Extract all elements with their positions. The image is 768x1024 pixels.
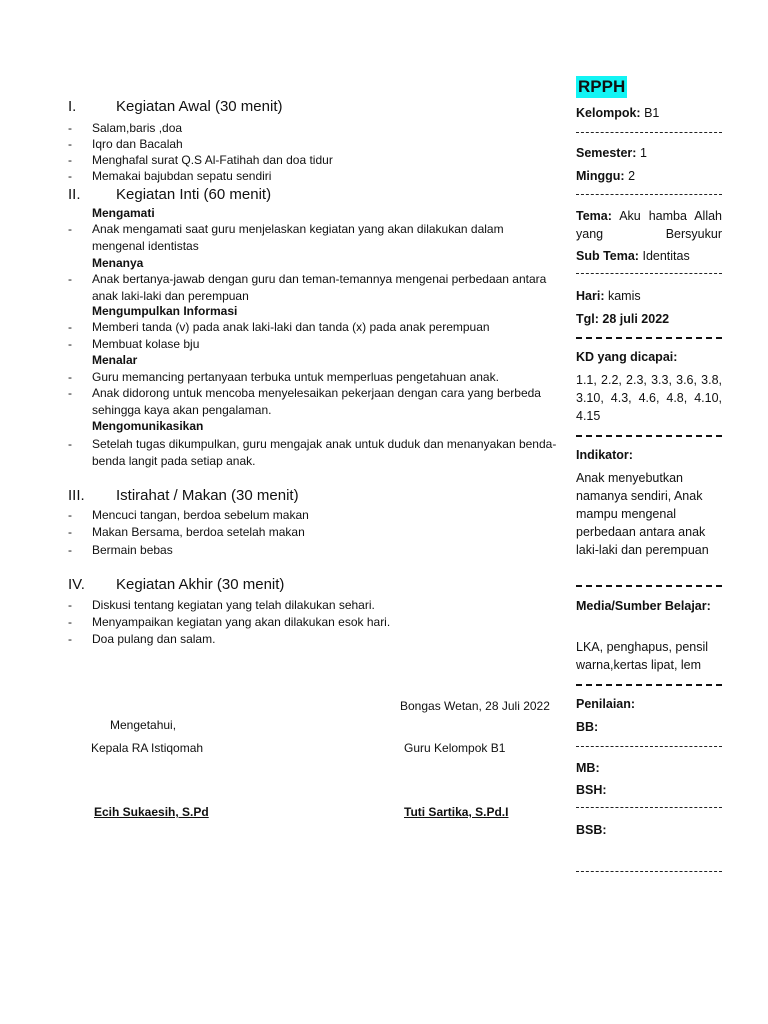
- list-item: [68, 221, 558, 254]
- teacher-role: Guru Kelompok B1: [404, 741, 506, 755]
- subheading-mengamati: Mengamati: [92, 206, 155, 220]
- hari-row: [576, 287, 722, 305]
- list-item-text: Memakai bajubdan sepatu sendiri: [92, 169, 272, 183]
- kelompok-label: Kelompok:: [576, 106, 641, 120]
- divider: [576, 194, 722, 195]
- subheading-mengomunikasikan: Mengomunikasikan: [92, 419, 204, 433]
- list-item-text: Salam,baris ,doa: [92, 121, 183, 135]
- section-heading-inti: [68, 186, 271, 203]
- bsh-label: [576, 781, 722, 799]
- semester-label: Semester:: [576, 146, 637, 160]
- mb-label: [576, 759, 722, 777]
- penilaian-label: [576, 695, 722, 713]
- tgl-label: Tgl:: [576, 312, 599, 326]
- list-item: [68, 271, 558, 304]
- mb-label-text: MB:: [576, 761, 600, 775]
- list-dash: -: [68, 437, 72, 451]
- kd-label-text: KD yang dicapai:: [576, 350, 678, 364]
- media-value: LKA, penghapus, pensil warna,kertas lipat, lem: [576, 640, 709, 672]
- list-item-text: Bermain bebas: [92, 543, 173, 557]
- list-dash: -: [68, 137, 72, 151]
- indikator-label-text: Indikator:: [576, 448, 633, 462]
- kelompok-row: [576, 104, 722, 122]
- list-item: [68, 614, 558, 631]
- subheading-mengumpulkan-informasi: Mengumpulkan Informasi: [92, 304, 238, 318]
- bsh-label-text: BSH:: [576, 783, 607, 797]
- semester-row: [576, 144, 722, 162]
- list-item-text: Doa pulang dan salam.: [92, 632, 216, 646]
- list-item-text: Anak bertanya-jawab dengan guru dan teman-temannya mengenai perbedaan antara anak laki-laki dan perempuan: [92, 272, 547, 303]
- list-item: [68, 336, 558, 353]
- headmaster-role: Kepala RA Istiqomah: [91, 741, 204, 755]
- list-dash: -: [68, 508, 72, 522]
- minggu-label: Minggu:: [576, 169, 625, 183]
- divider: [576, 684, 722, 686]
- list-item-text: Membuat kolase bju: [92, 337, 200, 351]
- bb-label: [576, 718, 722, 736]
- place-date: Bongas Wetan, 28 Juli 2022: [400, 699, 550, 713]
- section-number: II.: [68, 186, 81, 203]
- list-dash: -: [68, 169, 72, 183]
- list-item-text: Anak didorong untuk mencoba menyelesaikan pekerjaan dengan cara yang berbeda sehingga kaya akan pengalaman.: [92, 386, 541, 417]
- list-item-text: Diskusi tentang kegiatan yang telah dilakukan sehari.: [92, 598, 375, 612]
- tema-value: Aku hamba Allah yang Bersyukur: [576, 209, 722, 241]
- tema-label: Tema:: [576, 209, 612, 223]
- list-item: [68, 597, 558, 614]
- subtema-value: Identitas: [642, 249, 690, 263]
- divider: [576, 132, 722, 133]
- list-item: [68, 385, 558, 418]
- list-dash: -: [68, 337, 72, 351]
- list-item: [68, 524, 558, 541]
- section-title: Kegiatan Awal (30 menit): [116, 98, 283, 115]
- list-item: [68, 436, 558, 469]
- indikator-label: [576, 446, 722, 464]
- tema-row: [576, 207, 722, 243]
- mengetahui-label: Mengetahui,: [110, 718, 177, 732]
- kd-label: [576, 348, 722, 366]
- headmaster-name: Ecih Sukaesih, S.Pd: [94, 805, 209, 819]
- list-dash: -: [68, 153, 72, 167]
- section-number: I.: [68, 98, 77, 115]
- list-dash: -: [68, 525, 72, 539]
- list-item: [68, 152, 558, 169]
- list-item-text: Memberi tanda (v) pada anak laki-laki dan tanda (x) pada anak perempuan: [92, 320, 490, 334]
- list-item: [68, 319, 558, 336]
- list-item: [68, 369, 558, 386]
- divider: [576, 871, 722, 872]
- list-item: [68, 120, 558, 137]
- divider: [576, 746, 722, 747]
- list-dash: -: [68, 320, 72, 334]
- divider: [576, 337, 722, 339]
- divider: [576, 807, 722, 808]
- section-title: Kegiatan Akhir (30 menit): [116, 576, 285, 593]
- indikator-value: Anak menyebutkan namanya sendiri, Anak mampu mengenal perbedaan antara anak laki-laki dan perempuan: [576, 471, 709, 557]
- list-item-text: Makan Bersama, berdoa setelah makan: [92, 525, 305, 539]
- list-item: [68, 542, 558, 559]
- minggu-row: [576, 167, 722, 185]
- list-dash: -: [68, 543, 72, 557]
- list-item: [68, 631, 558, 648]
- divider: [576, 585, 722, 587]
- list-dash: -: [68, 386, 72, 400]
- subheading-menalar: Menalar: [92, 353, 138, 367]
- subtema-label: Sub Tema:: [576, 249, 639, 263]
- list-item-text: Mencuci tangan, berdoa sebelum makan: [92, 508, 309, 522]
- hari-value: kamis: [607, 289, 641, 303]
- list-dash: -: [68, 632, 72, 646]
- rpph-title: RPPH: [578, 77, 626, 96]
- list-item-text: Menyampaikan kegiatan yang akan dilakukan esok hari.: [92, 615, 391, 629]
- hari-label: Hari:: [576, 289, 605, 303]
- kelompok-value: B1: [644, 106, 660, 120]
- section-title: Kegiatan Inti (60 menit): [116, 186, 272, 203]
- list-dash: -: [68, 222, 72, 236]
- list-item-text: Iqro dan Bacalah: [92, 137, 183, 151]
- list-dash: -: [68, 598, 72, 612]
- media-label: [576, 597, 722, 615]
- tgl-value: 28 juli 2022: [602, 312, 670, 326]
- list-item-text: Anak mengamati saat guru menjelaskan kegiatan yang akan dilakukan dalam mengenal identistas: [92, 222, 504, 253]
- divider: [576, 273, 722, 274]
- list-dash: -: [68, 615, 72, 629]
- section-number: III.: [68, 487, 85, 504]
- bsb-label-text: BSB:: [576, 823, 607, 837]
- section-number: IV.: [68, 576, 85, 593]
- subtema-row: [576, 247, 722, 265]
- list-item-text: Guru memancing pertanyaan terbuka untuk memperluas pengetahuan anak.: [92, 370, 499, 384]
- bb-label-text: BB:: [576, 720, 599, 734]
- media-label-text: Media/Sumber Belajar:: [576, 599, 711, 613]
- minggu-value: 2: [628, 169, 636, 183]
- list-dash: -: [68, 272, 72, 286]
- section-heading-istirahat: [68, 487, 299, 504]
- list-item: [68, 136, 558, 153]
- list-item: [68, 168, 558, 185]
- subheading-menanya: Menanya: [92, 256, 144, 270]
- section-title: Istirahat / Makan (30 menit): [116, 487, 299, 504]
- tgl-row: [576, 310, 722, 328]
- list-item: [68, 507, 558, 524]
- penilaian-label-text: Penilaian:: [576, 697, 636, 711]
- bsb-label: [576, 821, 722, 839]
- teacher-name: Tuti Sartika, S.Pd.I: [404, 805, 509, 819]
- list-item-text: Menghafal surat Q.S Al-Fatihah dan doa tidur: [92, 153, 333, 167]
- list-item-text: Setelah tugas dikumpulkan, guru mengajak anak untuk duduk dan menanyakan benda-benda langit pada setiap anak.: [92, 437, 557, 468]
- semester-value: 1: [639, 146, 647, 160]
- section-heading-akhir: [68, 576, 284, 593]
- section-heading-awal: [68, 98, 283, 115]
- list-dash: -: [68, 370, 72, 384]
- kd-value: 1.1, 2.2, 2.3, 3.3, 3.6, 3.8, 3.10, 4.3, 4.6, 4.8, 4.10, 4.15: [576, 373, 722, 423]
- list-dash: -: [68, 121, 72, 135]
- divider: [576, 435, 722, 437]
